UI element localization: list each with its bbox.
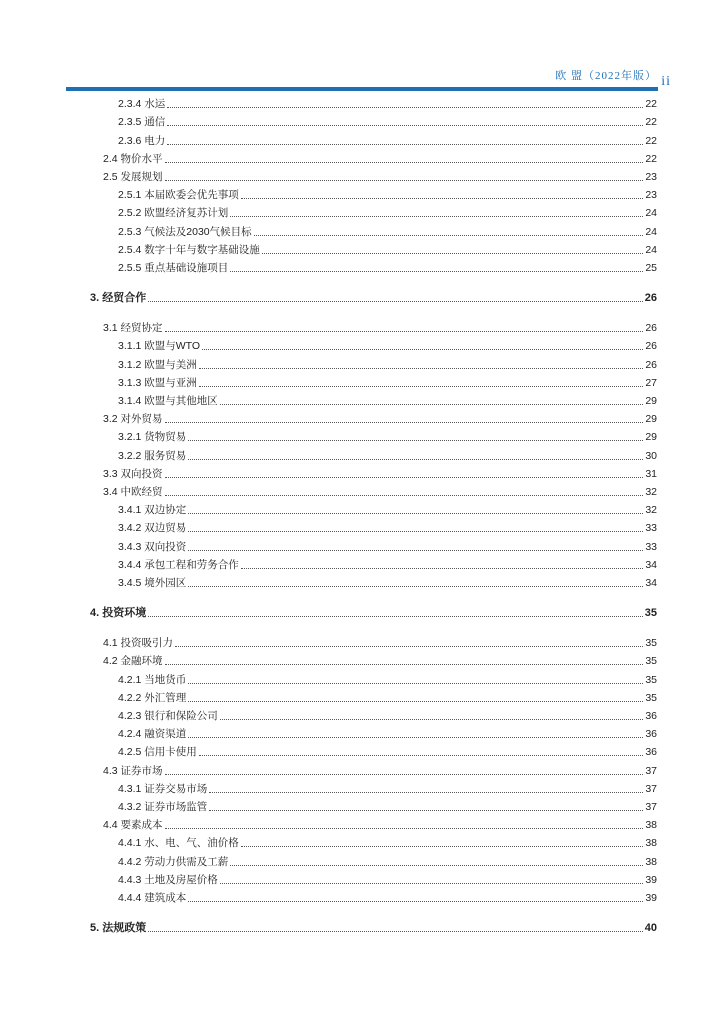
toc-dot-leader [230,864,643,866]
toc-dot-leader [148,930,643,932]
toc-dot-leader [175,645,643,647]
toc-entry[interactable] [88,408,657,426]
toc-entry[interactable] [88,353,657,371]
toc-dot-leader [209,809,643,811]
toc-section-gap [88,905,657,917]
toc-dot-leader [148,300,643,302]
toc-entry-label: 3.2.2 服务贸易 [118,449,187,462]
toc-entry[interactable] [88,93,657,111]
toc-entry-page: 27 [645,376,657,389]
toc-entry[interactable] [88,111,657,129]
toc-entry[interactable] [88,917,657,935]
toc-entry-label: 4.4 要素成本 [103,819,163,832]
toc-dot-leader [165,827,644,829]
toc-dot-leader [165,161,644,163]
toc-entry[interactable] [88,257,657,275]
toc-entry-page: 35 [644,607,657,620]
toc-entry-label: 4.4.3 土地及房屋价格 [118,873,218,886]
toc-entry-page: 33 [645,522,657,535]
toc-entry[interactable] [88,650,657,668]
toc-entry-label: 4. 投资环境 [90,607,147,620]
toc-entry-page: 36 [645,728,657,741]
toc-entry-label: 3.2.1 货物贸易 [118,431,187,444]
toc-dot-leader [202,348,643,350]
toc-entry-label: 3. 经贸合作 [90,292,147,305]
toc-section-gap [88,305,657,317]
toc-dot-leader [188,530,643,532]
toc-entry-label: 3.1.2 欧盟与美洲 [118,358,197,371]
toc-entry-page: 35 [645,637,657,650]
toc-entry-label: 2.3.6 电力 [118,134,166,147]
page-number: ii [661,74,671,89]
toc-entry[interactable] [88,184,657,202]
toc-entry-label: 4.2.4 融资渠道 [118,728,187,741]
toc-entry-label: 3.4.5 境外园区 [118,576,187,589]
toc-dot-leader [209,791,643,793]
toc-entry-label: 2.5.2 欧盟经济复苏计划 [118,207,229,220]
toc-entry[interactable] [88,741,657,759]
toc-entry-page: 36 [645,710,657,722]
toc-entry[interactable] [88,869,657,887]
toc-entry[interactable] [88,317,657,335]
toc-entry-label: 4.4.1 水、电、气、油价格 [118,837,239,850]
toc-entry[interactable] [88,723,657,741]
toc-entry[interactable] [88,602,657,620]
toc-dot-leader [165,421,644,423]
toc-entry-label: 3.2 对外贸易 [103,413,163,426]
toc-dot-leader [167,124,643,126]
toc-dot-leader [199,385,644,387]
toc-entry-label: 4.3.1 证券交易市场 [118,782,208,795]
toc-entry[interactable] [88,832,657,850]
toc-entry-page: 32 [645,485,657,498]
toc-entry[interactable] [88,239,657,257]
toc-entry[interactable] [88,705,657,723]
toc-entry-page: 22 [645,116,657,129]
toc-entry[interactable] [88,632,657,650]
toc-dot-leader [220,718,644,720]
toc-entry-page: 35 [645,673,657,686]
toc-entry[interactable] [88,220,657,238]
toc-entry[interactable] [88,499,657,517]
toc-entry[interactable] [88,668,657,686]
toc-dot-leader [188,439,643,441]
toc-entry-page: 26 [645,322,657,335]
toc-entry-label: 3.4.1 双边协定 [118,504,187,517]
toc-entry[interactable] [88,444,657,462]
toc-entry-page: 29 [645,395,657,407]
toc-entry-page: 37 [645,782,657,795]
toc-entry-label: 3.1.4 欧盟与其他地区 [118,395,218,407]
toc-entry-page: 35 [645,655,657,668]
toc-entry-label: 2.4 物价水平 [103,152,163,165]
toc-entry[interactable] [88,517,657,535]
toc-entry-page: 36 [645,746,657,759]
toc-dot-leader [262,252,644,254]
toc-entry-page: 24 [645,225,657,238]
toc-dot-leader [188,900,643,902]
toc-entry-label: 3.1.1 欧盟与WTO [118,340,201,353]
toc-entry-page: 23 [645,189,657,202]
toc-dot-leader [165,663,644,665]
toc-entry[interactable] [88,554,657,572]
toc-entry-label: 2.5 发展规划 [103,170,163,183]
toc-entry-label: 4.4.4 建筑成本 [118,891,187,904]
toc-entry-page: 25 [645,261,657,274]
toc-section-gap [88,275,657,287]
toc-dot-leader [148,615,643,617]
toc-dot-leader [167,106,643,108]
toc-entry-page: 35 [645,691,657,704]
toc-entry-label: 4.2 金融环境 [103,655,163,668]
toc-entry-page: 38 [645,837,657,850]
toc-entry-page: 30 [645,449,657,462]
toc-entry[interactable] [88,463,657,481]
toc-dot-leader [188,700,643,702]
toc-dot-leader [199,367,644,369]
toc-entry-label: 2.3.4 水运 [118,98,166,111]
toc-entry-label: 3.1.3 欧盟与亚洲 [118,376,197,389]
toc-entry[interactable] [88,850,657,868]
toc-entry-label: 4.2.3 银行和保险公司 [118,710,218,722]
toc-entry[interactable] [88,390,657,408]
toc-entry-label: 2.5.1 本届欧委会优先事项 [118,189,239,202]
toc-entry-page: 31 [645,467,657,480]
toc-entry-page: 32 [645,504,657,517]
toc-entry[interactable] [88,148,657,166]
toc-entry-label: 2.5.5 重点基础设施项目 [118,261,229,274]
toc-entry-page: 38 [645,819,657,832]
toc-dot-leader [220,882,644,884]
toc-dot-leader [220,403,644,405]
toc-entry-label: 3.3 双向投资 [103,467,163,480]
toc-entry[interactable] [88,372,657,390]
toc-entry-label: 4.3 证券市场 [103,764,163,777]
toc-entry-label: 2.5.3 气候法及2030气候目标 [118,225,252,238]
toc-dot-leader [241,567,644,569]
toc-dot-leader [188,736,643,738]
toc-entry-page: 40 [644,922,657,935]
toc-entry-label: 3.1 经贸协定 [103,322,163,335]
toc-entry[interactable] [88,481,657,499]
toc-dot-leader [188,458,643,460]
toc-entry-page: 37 [645,800,657,813]
toc-entry-label: 3.4.2 双边贸易 [118,522,187,535]
toc-dot-leader [188,549,643,551]
toc-entry-page: 33 [645,540,657,553]
toc-entry[interactable] [88,287,657,305]
toc-entry-label: 4.1 投资吸引力 [103,637,174,650]
toc-entry[interactable] [88,202,657,220]
toc-entry[interactable] [88,129,657,147]
toc-entry-page: 34 [645,558,657,571]
toc-entry[interactable] [88,687,657,705]
toc-entry-page: 29 [645,413,657,426]
toc-entry[interactable] [88,572,657,590]
toc-entry[interactable] [88,535,657,553]
toc-entry-label: 4.3.2 证券市场监管 [118,800,208,813]
toc-dot-leader [199,754,644,756]
toc-entry[interactable] [88,426,657,444]
toc-entry[interactable] [88,759,657,777]
toc-entry-page: 22 [645,152,657,165]
toc-entry-label: 4.4.2 劳动力供需及工薪 [118,855,229,868]
document-header-title: 欧 盟（2022年版） [555,70,657,82]
toc-entry-page: 22 [645,98,657,111]
toc-entry-page: 23 [645,170,657,183]
toc-entry[interactable] [88,335,657,353]
toc-entry-page: 26 [644,292,657,305]
toc-dot-leader [165,773,644,775]
toc-entry-page: 34 [645,576,657,589]
toc-entry-page: 26 [645,358,657,371]
toc-dot-leader [188,512,643,514]
toc-entry-page: 29 [645,431,657,444]
toc-entry-page: 38 [645,855,657,868]
toc-entry-page: 37 [645,764,657,777]
toc-entry-page: 26 [645,340,657,353]
toc-dot-leader [254,234,644,236]
toc-dot-leader [167,143,643,145]
toc-entry-label: 5. 法规政策 [90,922,147,935]
toc-entry[interactable] [88,166,657,184]
toc-entry-label: 2.3.5 通信 [118,116,166,129]
toc-dot-leader [188,682,643,684]
header-rule [66,87,658,91]
toc-entry-page: 24 [645,207,657,220]
toc-entry[interactable] [88,887,657,905]
toc-dot-leader [165,494,644,496]
toc-dot-leader [230,215,643,217]
toc-entry-label: 4.2.1 当地货币 [118,673,187,686]
toc-entry-label: 3.4.4 承包工程和劳务合作 [118,558,239,571]
toc-dot-leader [241,845,644,847]
toc-dot-leader [230,270,643,272]
toc-entry-label: 4.2.5 信用卡使用 [118,746,197,759]
toc-entry-page: 24 [645,243,657,256]
toc-dot-leader [165,330,644,332]
table-of-contents [88,93,657,935]
toc-entry-label: 4.2.2 外汇管理 [118,691,187,704]
toc-entry-label: 3.4.3 双向投资 [118,540,187,553]
toc-entry[interactable] [88,814,657,832]
toc-dot-leader [165,476,644,478]
toc-entry-page: 39 [645,891,657,904]
toc-entry-page: 39 [645,873,657,886]
toc-dot-leader [241,197,644,199]
toc-dot-leader [165,179,644,181]
toc-entry-page: 22 [645,134,657,147]
toc-entry[interactable] [88,796,657,814]
toc-section-gap [88,590,657,602]
toc-entry-label: 3.4 中欧经贸 [103,485,163,498]
toc-dot-leader [188,585,643,587]
toc-entry[interactable] [88,778,657,796]
toc-entry-label: 2.5.4 数字十年与数字基础设施 [118,243,260,256]
toc-section-gap [88,620,657,632]
